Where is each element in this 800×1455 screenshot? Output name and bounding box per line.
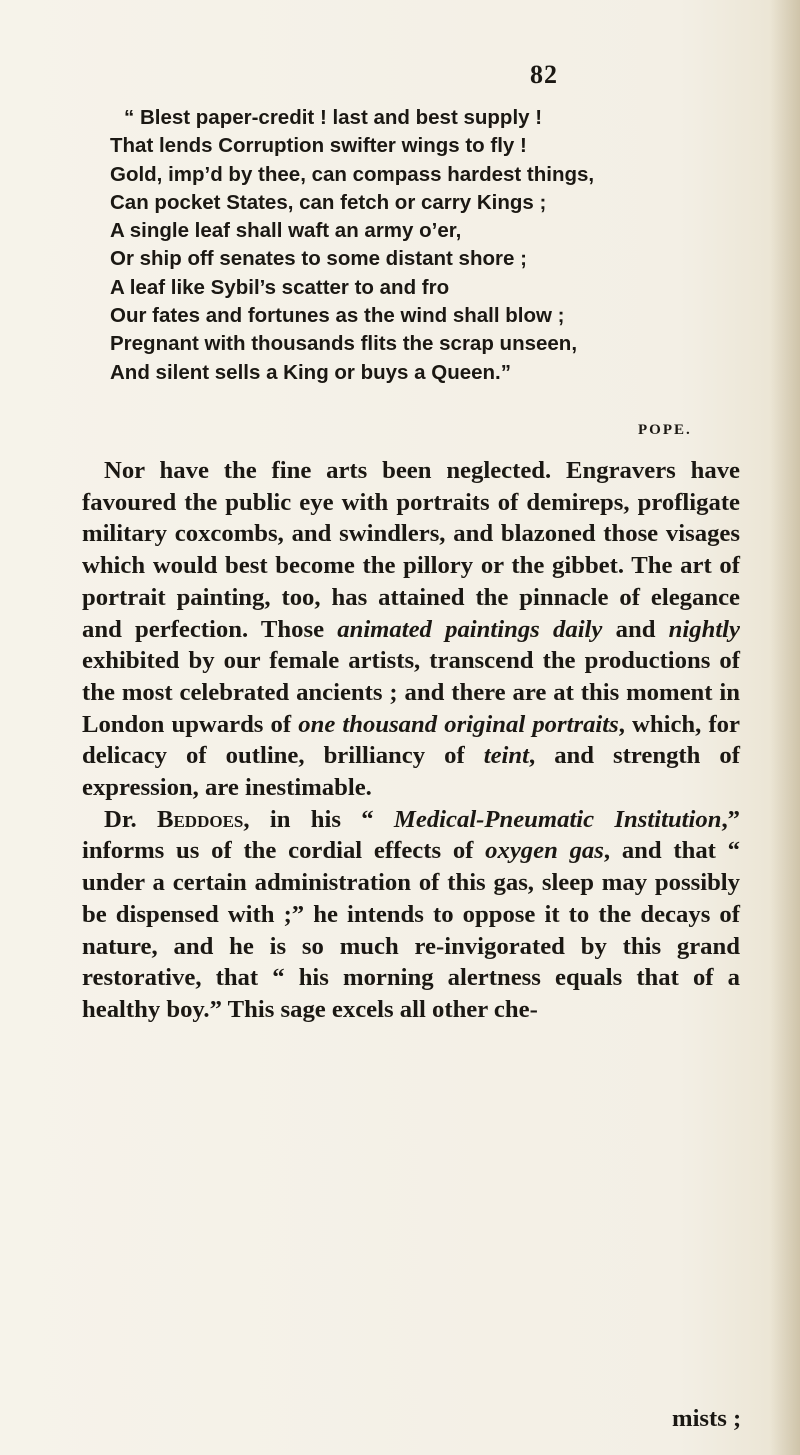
para1-italic-4: teint xyxy=(483,742,529,770)
poem-quotation xyxy=(110,104,730,387)
poem-line-8: Our fates and fortunes as the wind shall blow ; xyxy=(110,304,565,328)
prose-body xyxy=(82,455,740,1026)
page-number: 82 xyxy=(530,60,558,89)
para2-italic-2: oxygen gas xyxy=(485,837,604,865)
poem-line-9: Pregnant with thousands flits the scrap unseen, xyxy=(110,332,578,356)
poem-attribution: POPE. xyxy=(638,422,692,438)
para2-italic-1: Medical-Pneumatic Institution xyxy=(393,805,722,833)
poem-line-2: That lends Corruption swifter wings to fly ! xyxy=(110,134,527,158)
poem-line-10: And silent sells a King or buys a Queen.” xyxy=(110,360,511,384)
paragraph-beddoes xyxy=(82,804,740,1026)
page-edge-shadow xyxy=(770,0,800,1455)
paragraph-fine-arts xyxy=(82,455,740,804)
para1-italic-3: one thousand original portraits xyxy=(298,710,619,738)
para2-text-4: , and that “ under a certain administration of this gas, sleep may possibly be dispensed with ;” he intends to oppose it to the decays of nature, and he is so much re-invigorated by this grand restorative, that “ his morning alertness equals that of a healthy boy.” This sage excels all other che- xyxy=(82,837,740,1023)
poem-line-5: A single leaf shall waft an army o’er, xyxy=(110,219,462,243)
para2-smallcaps-name: Beddoes xyxy=(157,805,244,833)
para1-text-4: , which, for delicacy of outline, brilliancy of xyxy=(82,710,740,770)
poem-line-4: Can pocket States, can fetch or carry Kings ; xyxy=(110,190,547,214)
poem-line-1: “ Blest paper-credit ! last and best supply ! xyxy=(124,106,543,129)
para2-text-2: , in his “ xyxy=(243,805,394,833)
catchword: mists ; xyxy=(672,1405,742,1432)
para1-italic-1: animated paintings daily xyxy=(337,615,603,643)
para1-text-2: and xyxy=(602,615,669,643)
para1-italic-2: nightly xyxy=(668,615,740,643)
para1-text-3: exhibited by our female artists, transcend the productions of the most celebrated ancients ; and there are at this moment in London upwards of xyxy=(82,647,740,738)
para1-text-1: Nor have the fine arts been neglected. Engravers have favoured the public eye with portraits of demireps, profligate military coxcombs, and swindlers, and blazoned those visages which would best become the pillory or the gibbet. The art of portrait painting, too, has attained the pinnacle of elegance and perfection. Those xyxy=(82,457,740,643)
para2-text-3: ,” informs us of the cordial effects of xyxy=(82,805,740,865)
poem-line-6: Or ship off senates to some distant shore ; xyxy=(110,247,527,271)
para2-text-1: Dr. xyxy=(104,805,157,833)
para1-text-5: , and strength of expression, are inestimable. xyxy=(82,742,740,802)
poem-line-3: Gold, imp’d by thee, can compass hardest things, xyxy=(110,162,595,186)
poem-line-7: A leaf like Sybil’s scatter to and fro xyxy=(110,275,450,299)
